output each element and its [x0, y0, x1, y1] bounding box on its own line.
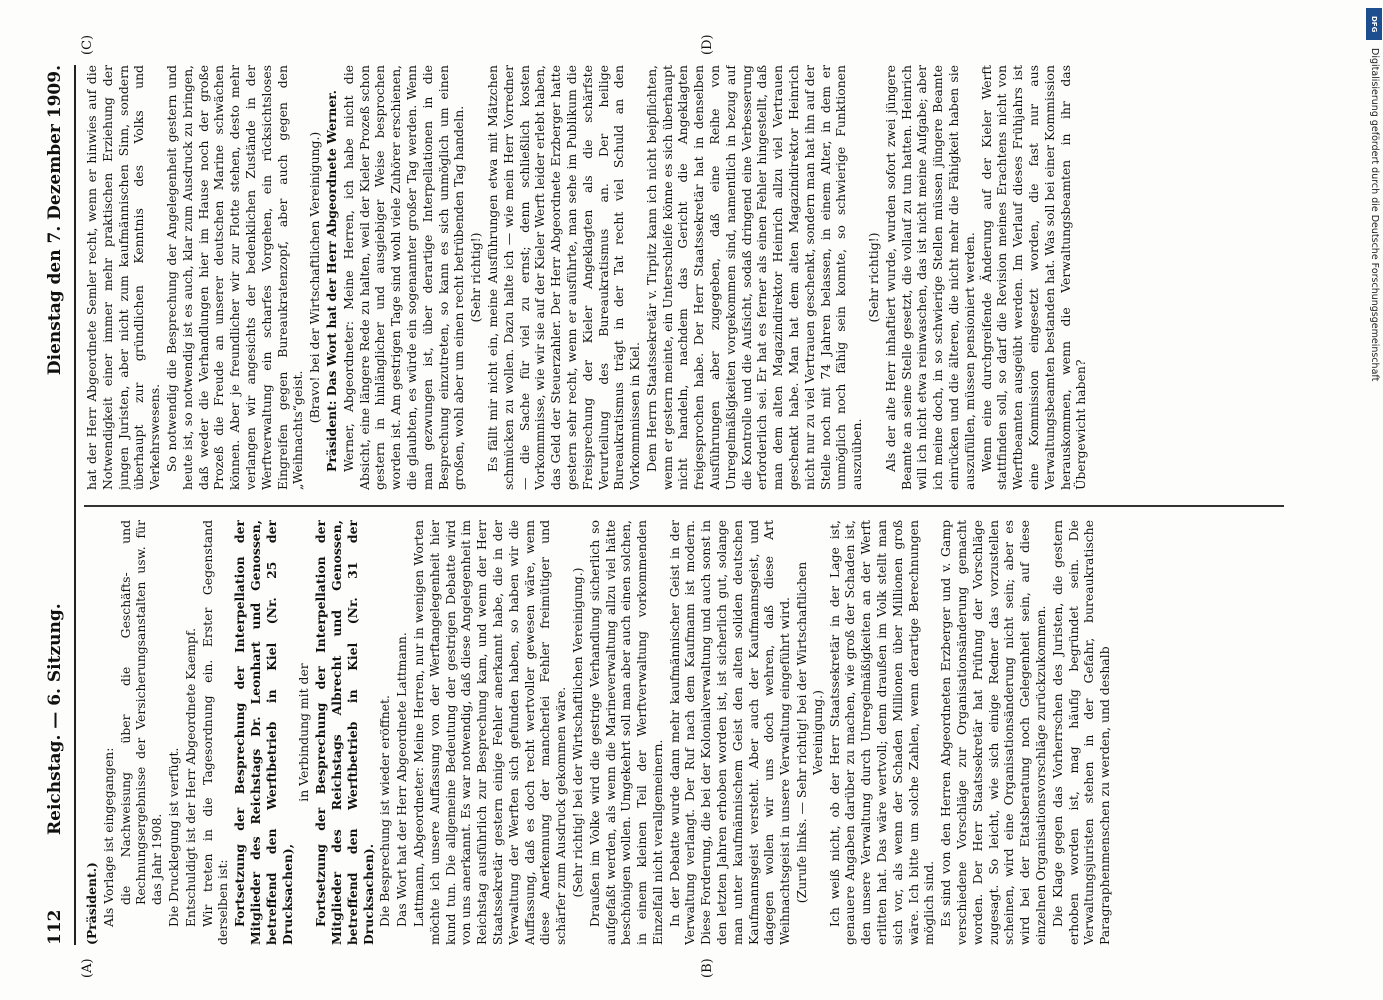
paragraph: Wenn eine durchgreifende Änderung auf der Kieler Werft stattfinden soll, so darf die Revision meines Erachtens nicht von Werftbeamten ausgeübt werden. Im Verlauf dieses Frühjahrs ist eine Kommission eingesetzt worden, die fast nur aus Verwaltungsbeamten bestanden hat. Was soll bei einer Kommission herauskommen, wenn die Verwaltungsbeamten in ihr das Übergewicht haben?: [978, 65, 1089, 490]
page-header: [45, 65, 69, 945]
paragraph: Die Klage gegen das Vorherrschen des Juristen, die gestern erhoben worden ist, mag häufig begründet sein. Die Verwaltungsjuristen stehen in der Gefahr, bureaukratische Paragraphenmenschen zu werden, und deshalb: [1049, 520, 1113, 945]
paragraph: Entschuldigt ist der Herr Abgeordnete Kaempf.: [182, 627, 198, 927]
paragraph: In der Debatte wurde dann mehr kaufmännischer Geist in der Verwaltung verlangt. Der Ruf nach dem Kaufmann ist modern. Diese Forderung, die bei der Kolonialverwaltung und auch sonst in den letzten Jahren erhoben worden ist, ist sicherlich gut, solange man unter kaufmännischem Geist den alten soliden deutschen Kaufmannsgeist versteht. Aber auch der Kaufmannsgeist, und dagegen wollen wir uns doch wehren, daß diese Art Weihnachtsgeist in unsere Verwaltung eingeführt wird.: [666, 520, 793, 945]
paragraph: in Verbindung mit der: [296, 663, 312, 802]
funding-note: [1358, 8, 1382, 998]
paragraph: Ich weiß nicht, ob der Herr Staatssekretär in der Lage ist, genauere Angaben darüber zu machen, wie groß der Schaden ist, den unsere Verwaltung durch Unregelmäßigkeiten an der Werft erlitten hat. Das wäre wertvoll; denn draußen im Volk stellt man sich vor, als wenn der Schaden Millionen über Millionen groß wäre. Ich bitte um solche Zahlen, wenn derartige Berechnungen möglich sind.: [826, 520, 937, 945]
paragraph: hat der Herr Abgeordnete Semler recht, wenn er hinwies auf die Notwendigkeit einer immer mehr praktischen Erziehung der jungen Juristen, aber nicht zum kaufmännischen Sinn, sondern überhaupt zur gründlichen Kenntnis des Volks und Verkehrswesens.: [84, 65, 163, 490]
session-date: Dienstag den 7. Dezember 1909.: [45, 65, 65, 376]
paragraph: Als Vorlage ist eingegangen:: [100, 747, 116, 927]
paragraph: Als der alte Herr inhaftiert wurde, wurden sofort zwei jüngere Beamte an seine Stelle gesetzt, die vollauf zu tun hatten. Heinrich will ich nicht etwa reinwaschen, das ist nicht meine Aufgabe; aber ich meine doch, in so schwierige Stellen müssen jüngere Beamte einrücken und die älteren, die nicht mehr die Fähigkeit haben sie auszufüllen, müssen pensioniert werden.: [882, 65, 977, 490]
paragraph: Die Besprechung ist wieder eröffnet.: [377, 695, 393, 927]
column-divider: [84, 506, 1284, 508]
paragraph: Es sind von den Herren Abgeordneten Erzberger und v. Gamp verschiedene Vorschläge zur Organisationsänderung gemacht worden. Der Herr Staatssekretär hat Prüfung der Vorschläge zugesagt. So leicht, wie sich einige Redner das vorzustellen scheinen, wird eine Organisationsänderung nicht sein; aber es wird bei der Etatsberatung noch Gelegenheit sein, auf diese einzelnen Organisationsvorschläge zurückzukommen.: [938, 520, 1049, 945]
margin-mark-b: (B): [700, 958, 715, 978]
speaker-tag: (Präsident.): [84, 862, 99, 945]
paragraph: die Nachweisung über die Geschäfts- und Rechnungsergebnisse der Versicherungsanstalten usw. für das Jahr 1908.: [117, 520, 165, 905]
paragraph: Wir treten in die Tagesordnung ein. Erster Gegenstand derselben ist:: [199, 520, 231, 945]
interjection: (Zurufe links. — Sehr richtig! bei der Wirtschaftlichen Vereinigung.): [794, 561, 825, 904]
paragraph: Draußen im Volke wird die gestrige Verhandlung sicherlich so aufgefaßt werden, als wenn die Marineverwaltung allzu viel hätte beschönigen wollen. Umgekehrt soll man aber auch einen solchen, in einem kleinen Teil der Werftverwaltung vorkommenden Einzelfall nicht verallgemeinern.: [586, 520, 665, 945]
president-remark: Präsident: Das Wort hat der Herr Abgeordnete Werner.: [323, 90, 339, 472]
session-title: Reichstag. — 6. Sitzung.: [45, 603, 65, 835]
text-column-right: [84, 65, 1284, 490]
interjection: (Sehr richtig!): [866, 232, 882, 323]
paragraph: Das Wort hat der Herr Abgeordnete Lattmann.: [394, 632, 410, 927]
interjection: (Sehr richtig!): [468, 232, 484, 323]
margin-mark-c: (C): [80, 34, 95, 55]
header-rule: [74, 65, 76, 945]
paragraph: So notwendig die Besprechung der Angelegenheit gestern und heute ist, so notwendig ist es auch, klar zum Ausdruck zu bringen, daß weder die Verhandlungen hier im Hause noch der große Prozeß die Freude an unserer deutschen Marine schwächen können. Aber je freundlicher wir zur Flotte stehen, desto mehr verlangen wir angesichts der bedenklichen Zustände in der Werftverwaltung ein scharfes Vorgehen, ein rücksichtsloses Eingreifen gegen Bureaukratenzopf, aber auch gegen den „Weihnachts“geist.: [163, 65, 306, 490]
interjection: (Sehr richtig! bei der Wirtschaftlichen Vereinigung.): [569, 567, 585, 898]
page-number: 112: [45, 909, 65, 945]
speech-paragraph: Lattmann, Abgeordneter: Meine Herren, nur in wenigen Worten möchte ich unsere Auffassung von der Werftangelegenheit hier kund tun. Die allgemeine Bedeutung der gestrigen Debatte wird von uns anerkannt. Es war notwendig, daß diese Angelegenheit im Reichstag ausführlich zur Besprechung kam, und wenn der Herr Staatssekretär gestern einige Fehler anerkannt habe, die in der Verwaltung der Werften sich gefunden haben, so haben wir die Auffassung, daß es doch recht wertvoller gewesen wäre, wenn diese Anerkennung der mancherlei Fehler freimütiger und schärfer zum Ausdruck gekommen wäre.: [410, 520, 569, 945]
margin-mark-a: (A): [80, 958, 95, 978]
speech-paragraph: Werner, Abgeordneter: Meine Herren, ich habe nicht die Absicht, eine längere Rede zu halten, weil der Kieler Prozeß schon gestern in hinlänglicher und ausgiebiger Weise besprochen worden ist. Am gestrigen Tage sind wohl viele Zuhörer erschienen, die glaubten, es würde ein sogenannter großer Tag werden. Wenn man gezwungen ist, über derartige Interpellationen in die Besprechung einzutreten, so kann es sich unmöglich um einen großen, wohl aber um einen recht betrübenden Tag handeln.: [340, 65, 467, 490]
agenda-item: Fortsetzung der Besprechung der Interpellation der Mitglieder des Reichstags Dr. Leonhart und Genossen, betreffend den Werftbetrieb in Kiel (Nr. 25 der Drucksachen),: [232, 520, 295, 945]
paragraph: Dem Herrn Staatssekretär v. Tirpitz kann ich nicht beipflichten, wenn er gestern meinte, ein Unterschleife könne es sich überhaupt nicht handeln, nachdem das Gericht die Angeklagten freigesprochen habe. Der Herr Staatssekretär hat in denselben Ausführungen aber zugegeben, daß eine Reihe von Unregelmäßigkeiten vorgekommen sind, namentlich in bezug auf die Kontrolle und die Aufsicht, sodaß dringend eine Verbesserung erforderlich sei. Er hat es ferner als einen Fehler hingestellt, daß man dem alten Magazindirektor Heinrich allzu viel Vertrauen geschenkt habe. Man hat dem alten Magazindirektor Heinrich nicht nur zu viel Vertrauen geschenkt, sondern man hat ihn auf der Stelle noch mit 74 Jahren belassen, in einem Alter, in dem er unmöglich noch fähig sein konnte, so schwierige Funktionen auszuüben.: [643, 65, 865, 490]
paragraph: Die Drucklegung ist verfügt.: [165, 747, 181, 927]
funding-note-text: Digitalisierung gefördert durch die Deutsche Forschungsgemeinschaft: [1369, 48, 1380, 382]
agenda-item: Fortsetzung der Besprechung der Interpellation der Mitglieder des Reichstags Albrecht und Genossen, betreffend den Werftbetrieb in Kiel (Nr. 31 der Drucksachen).: [313, 520, 376, 945]
paragraph: Es fällt mir nicht ein, meine Ausführungen etwa mit Mätzchen schmücken zu wollen. Dazu halte ich — wie mein Herr Vorredner — die Sache für viel zu ernst; denn schließlich kosten Vorkommnisse, wie wir sie auf der Kieler Werft leider erlebt haben, das Geld der Steuerzahler. Der Herr Abgeordnete Erzberger hatte gestern sehr recht, wenn er ausführte, man sehe im Publikum die Freisprechung der Kieler Angeklagten als die schärfste Verurteilung des Bureaukratismus an. Der heilige Bureaukratismus trägt in der Tat recht viel Schuld an den Vorkommnissen in Kiel.: [484, 65, 643, 490]
interjection: (Bravo! bei der Wirtschaftlichen Vereinigung.): [307, 131, 323, 424]
margin-mark-d: (D): [700, 34, 715, 55]
text-column-left: [84, 520, 1284, 945]
dfg-logo: DFG: [1366, 8, 1382, 40]
